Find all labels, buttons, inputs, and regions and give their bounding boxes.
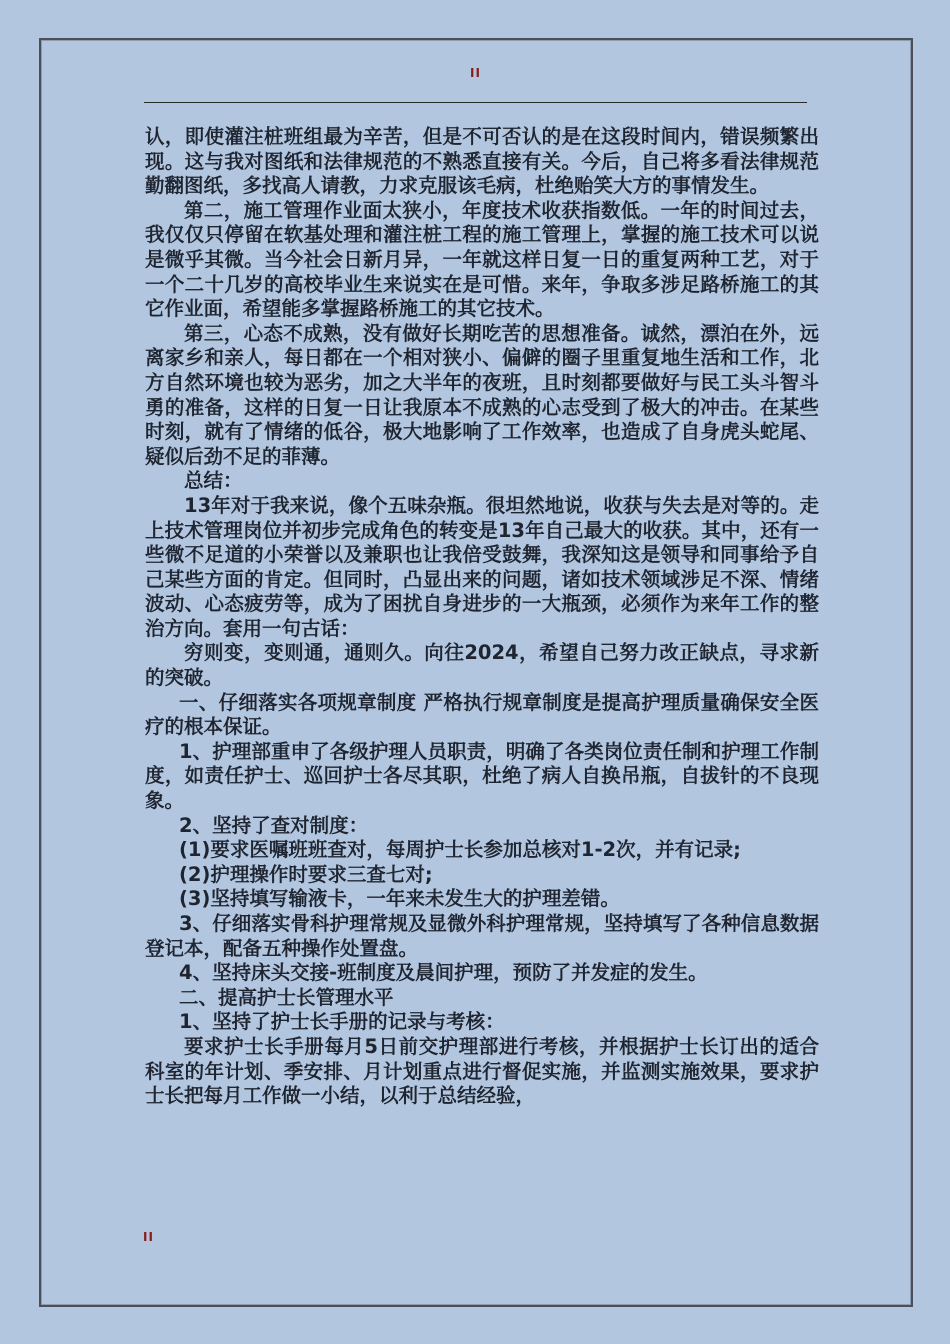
paragraph: 1、坚持了护士长手册的记录与考核： xyxy=(179,1010,505,1034)
paragraph: 穷则变，变则通，通则久。向往2024，希望自己努力改正缺点，寻求新的突破。 xyxy=(145,641,819,690)
paragraph: 第三，心态不成熟，没有做好长期吃苦的思想准备。诚然，漂泊在外，远离家乡和亲人，每日都在一个相对狭小、偏僻的圈子里重复地生活和工作，北方自然环境也较为恶劣，加之大半年的夜班，且时刻都要做好与民工头斗智斗勇的准备，这样的日复一日让我原本不成熟的心志受到了极大的冲击。在某些时刻，就有了情绪的低谷，极大地影响了工作效率，也造成了自身虎头蛇尾、疑似后劲不足的菲薄。 xyxy=(145,321,819,468)
paragraph: (3)坚持填写输液卡，一年来未发生大的护理差错。 xyxy=(179,887,620,911)
paragraph: 要求护士长手册每月5日前交护理部进行考核，并根据护士长订出的适合科室的年计划、季安排、月计划重点进行督促实施，并监测实施效果，要求护士长把每月工作做一小结，以利于总结经验， xyxy=(145,1034,819,1108)
footer-mark: II xyxy=(143,1230,154,1244)
paragraph: 二、提高护士长管理水平 xyxy=(179,985,394,1009)
paragraph: 1、护理部重申了各级护理人员职责，明确了各类岗位责任制和护理工作制度，如责任护士、巡回护士各尽其职，杜绝了病人自换吊瓶，自拔针的不良现象。 xyxy=(145,739,819,813)
paragraph: 总结： xyxy=(184,469,243,493)
header-rule xyxy=(144,102,807,103)
paragraph: (2)护理操作时要求三查七对; xyxy=(179,862,433,886)
paragraph: 13年对于我来说，像个五味杂瓶。很坦然地说，收获与失去是对等的。走上技术管理岗位并初步完成角色的转变是13年自己最大的收获。其中，还有一些微不足道的小荣誉以及兼职也让我倍受鼓舞，我深知这是领导和同事给予自己某些方面的肯定。但同时，凸显出来的问题，诸如技术领域涉足不深、情绪波动、心态疲劳等，成为了困扰自身进步的一大瓶颈，必须作为来年工作的整治方向。套用一句古话： xyxy=(145,493,819,640)
paragraph: 第二，施工管理作业面太狭小，年度技术收获指数低。一年的时间过去，我仅仅只停留在软基处理和灌注桩工程的施工管理上，掌握的施工技术可以说是微乎其微。当今社会日新月异，一年就这样日复一日的重复两种工艺，对于一个二十几岁的高校毕业生来说实在是可惜。来年，争取多涉足路桥施工的其它作业面，希望能多掌握路桥施工的其它技术。 xyxy=(145,198,819,321)
paragraph: 一、仔细落实各项规章制度 严格执行规章制度是提高护理质量确保安全医疗的根本保证。 xyxy=(145,690,819,739)
paragraph: 2、坚持了查对制度： xyxy=(179,813,369,837)
paragraph: 4、坚持床头交接-班制度及晨间护理，预防了并发症的发生。 xyxy=(179,961,708,985)
paragraph: (1)要求医嘱班班查对，每周护士长参加总核对1-2次，并有记录; xyxy=(179,838,741,862)
paragraph: 认，即使灌注桩班组最为辛苦，但是不可否认的是在这段时间内，错误频繁出现。这与我对图纸和法律规范的不熟悉直接有关。今后，自己将多看法律规范勤翻图纸，多找高人请教，力求克服该毛病，杜绝贻笑大方的事情发生。 xyxy=(145,125,819,198)
paragraph: 3、仔细落实骨科护理常规及显微外科护理常规，坚持填写了各种信息数据登记本，配备五种操作处置盘。 xyxy=(145,912,819,960)
header-mark: II xyxy=(470,66,481,80)
document-body xyxy=(145,125,819,1109)
